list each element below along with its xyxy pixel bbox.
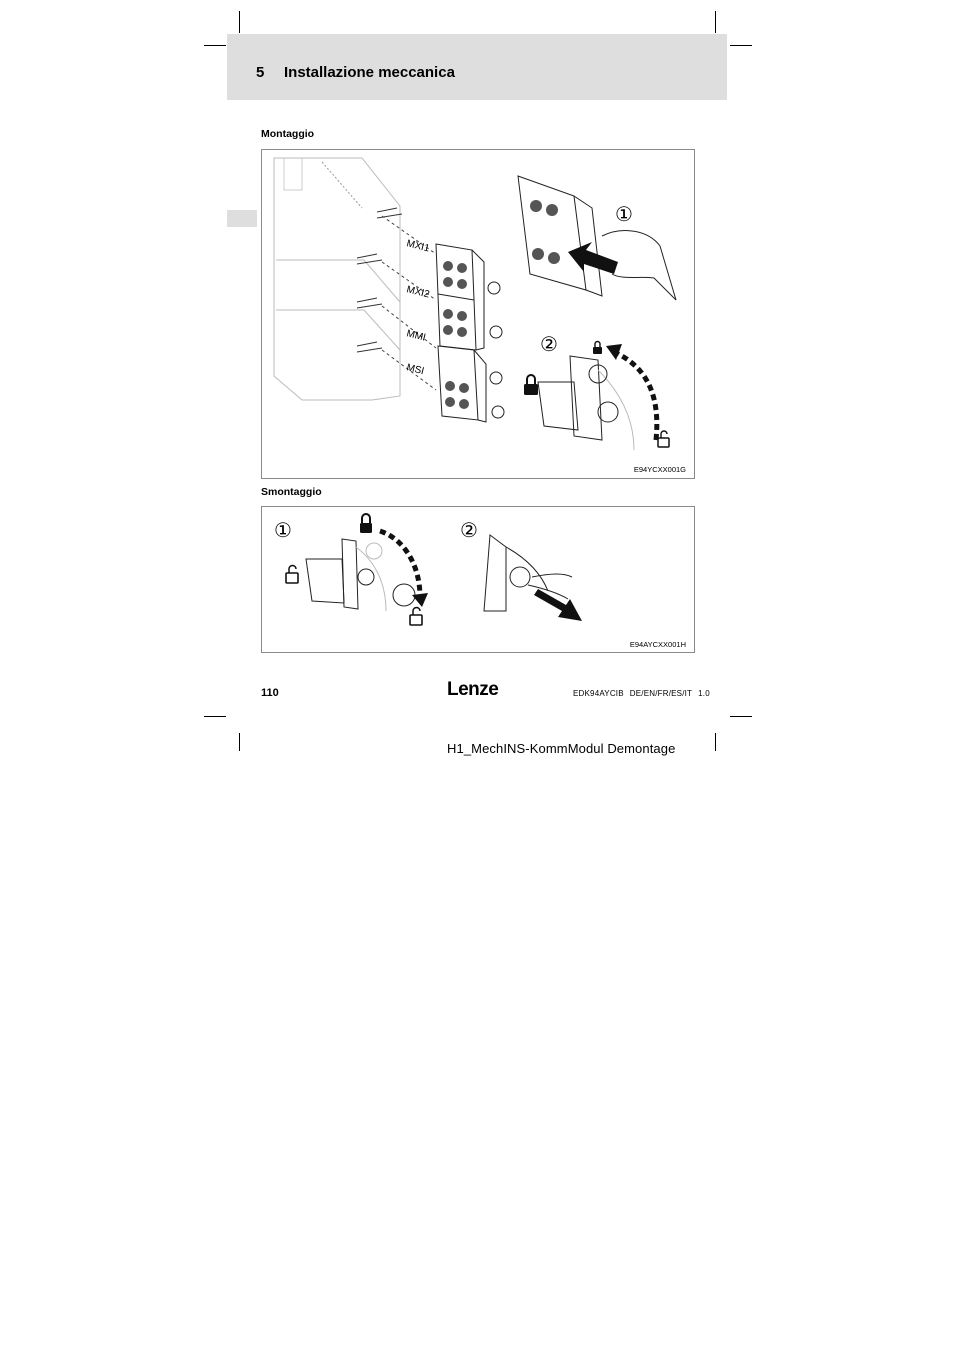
crop-mark <box>239 733 240 751</box>
dismounting-step-1: ① <box>274 520 292 542</box>
lock-open-icon <box>286 566 298 584</box>
mounting-figure <box>261 149 695 479</box>
mounting-figure-code: E94YCXX001G <box>633 465 686 474</box>
dismounting-illustration <box>262 507 694 652</box>
dismounting-figure <box>261 506 695 653</box>
module-name: H1_MechINS-KommModul Demontage <box>447 741 676 756</box>
chapter-number: 5 <box>256 64 265 81</box>
chapter-title: Installazione meccanica <box>284 64 455 81</box>
chapter-heading <box>256 64 455 81</box>
slot-label-msi: MSI <box>405 362 426 378</box>
lock-closed-icon <box>524 375 538 395</box>
crop-mark <box>730 716 752 717</box>
section-side-tab <box>227 210 257 227</box>
document-languages: DE/EN/FR/ES/IT <box>629 689 693 698</box>
crop-mark <box>239 11 240 33</box>
mounting-illustration <box>262 150 694 478</box>
lock-closed-icon <box>360 514 372 533</box>
crop-mark <box>204 716 226 717</box>
crop-mark <box>715 733 716 751</box>
document-id: EDK94AYCIB <box>573 689 624 698</box>
crop-mark <box>204 45 226 46</box>
crop-mark <box>730 45 752 46</box>
page-number: 110 <box>261 687 279 699</box>
lock-closed-icon <box>593 342 602 355</box>
crop-mark <box>715 11 716 33</box>
document-code <box>573 689 716 698</box>
lock-open-icon <box>410 608 422 626</box>
mounting-label: Montaggio <box>261 128 315 140</box>
dismounting-figure-code: E94AYCXX001H <box>629 640 686 649</box>
lock-open-icon <box>658 431 669 447</box>
mounting-step-2: ② <box>540 334 558 356</box>
document-version: 1.0 <box>698 689 710 698</box>
dismounting-step-2: ② <box>460 520 478 542</box>
lenze-logo: Lenze <box>447 679 499 700</box>
mounting-step-1: ① <box>615 204 633 226</box>
slot-label-mxi2: MXI2 <box>405 284 431 301</box>
dismounting-label: Smontaggio <box>261 486 322 498</box>
slot-label-mxi1: MXI1 <box>405 238 431 255</box>
slot-label-mmi: MMI <box>405 328 427 344</box>
